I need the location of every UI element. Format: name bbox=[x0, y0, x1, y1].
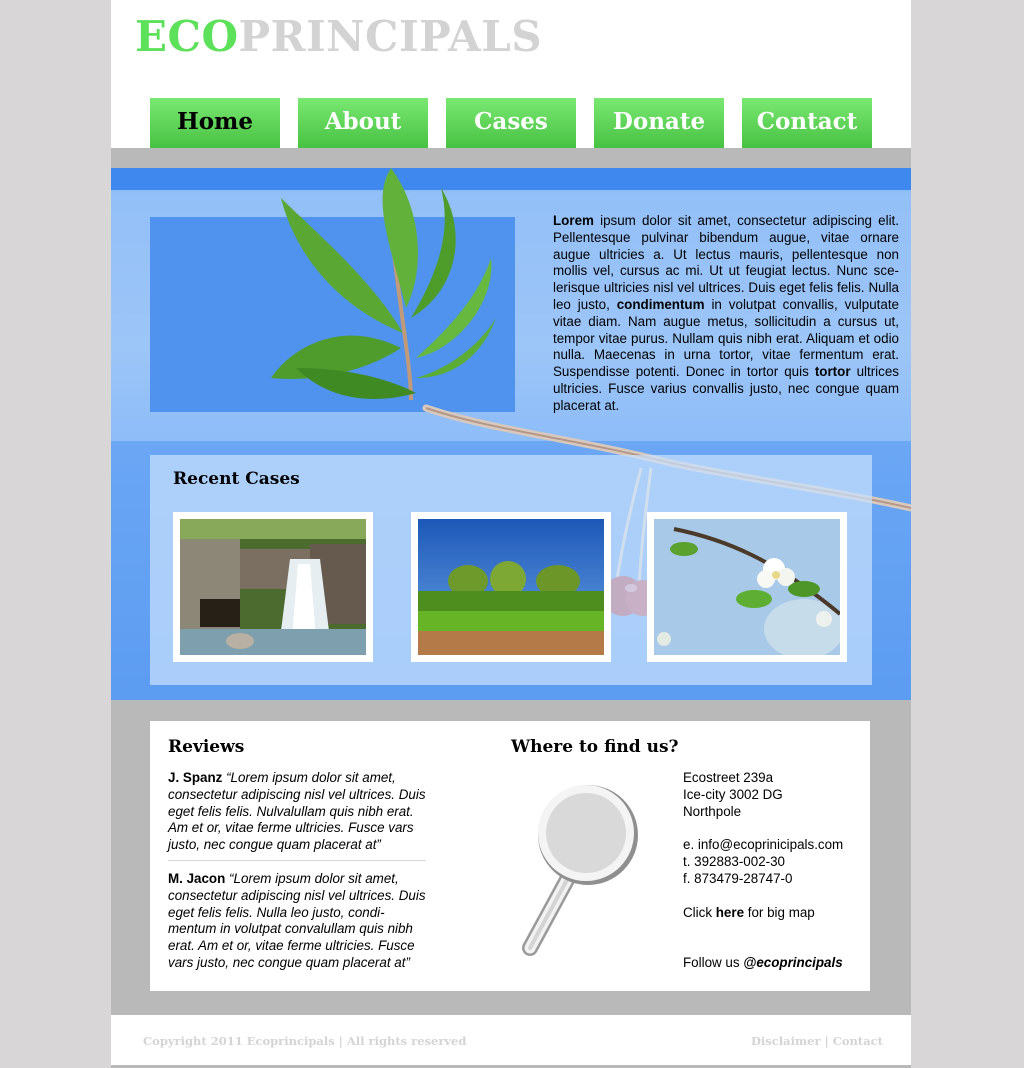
big-map-line bbox=[683, 905, 815, 922]
logo-eco: ECO bbox=[135, 12, 239, 61]
field-image bbox=[418, 519, 604, 655]
hero-text-3: ultrices ultricies. Fusce varius convallis justo, nec congue quam placerat at. bbox=[553, 364, 899, 413]
map-prefix: Click bbox=[683, 905, 716, 920]
twitter-handle-link[interactable]: @ecoprincipals bbox=[743, 955, 843, 970]
magnifier-icon bbox=[518, 783, 648, 958]
nav-cases[interactable]: Cases bbox=[446, 98, 576, 148]
hero-bold-2: condimentum bbox=[616, 296, 705, 312]
review-quote: “Lorem ipsum dolor sit amet, consectetur adipiscing nisl vel ultrices. Duis eget felis felis. Nulla leo justo, condimentum in volutpat convalullam quis nibh erat. Am et or, vitae ferme ultricies. Fusce vars justo, nec congue quam placerat at” bbox=[168, 871, 426, 970]
hero-text-1: ipsum dolor sit amet, consectetur adipiscing elit. Pellentesque pulvinar bibendum augue, vitae ornare augue ultricies a. Ut lectus mauris, pellentesque non mollis vel, cursus ac mi. Ut ut feugiat lectus. Nunc scelerisque ultricies nisl vel ultrices. Duis eget felis felis. Nulla leo justo, bbox=[553, 213, 899, 312]
hero-section bbox=[111, 168, 911, 700]
hero-lead-bold: Lorem bbox=[553, 213, 594, 228]
lower-section bbox=[111, 700, 911, 1015]
review-item-1 bbox=[168, 770, 428, 854]
nav-about[interactable]: About bbox=[298, 98, 428, 148]
case-thumbnail-waterfall[interactable] bbox=[173, 512, 373, 662]
address-line-2: Ice-city 3002 DG bbox=[683, 786, 783, 802]
case-thumbnail-field[interactable] bbox=[411, 512, 611, 662]
reviews-title: Reviews bbox=[168, 737, 245, 757]
find-us-title: Where to find us? bbox=[511, 737, 679, 757]
logo-principals: PRINCIPALS bbox=[238, 12, 543, 61]
nav-home[interactable]: Home bbox=[150, 98, 280, 148]
contact-fax: f. 873479-28747-0 bbox=[683, 870, 793, 886]
address-block bbox=[683, 770, 783, 820]
contact-details bbox=[683, 837, 843, 887]
map-suffix: for big map bbox=[744, 905, 815, 920]
recent-cases-title: Recent Cases bbox=[173, 469, 300, 489]
info-box bbox=[150, 721, 870, 991]
contact-email[interactable]: e. info@ecoprinicipals.com bbox=[683, 837, 844, 852]
case-thumbnail-blossom[interactable] bbox=[647, 512, 847, 662]
footer-separator: | bbox=[824, 1034, 829, 1048]
hero-text-2: in volutpat convallis, vulputate vitae diam. Nam augue metus, sollicitudin a cursus ut, tempor vitae purus. Nullam quis nibh erat. Aliquam et odio nulla. Maecenas in urna tortor, vitae fermentum erat. Suspendisse potenti. Donec in tortor quis bbox=[553, 296, 899, 380]
footer-links bbox=[751, 1034, 883, 1048]
hero-intro-text bbox=[553, 213, 899, 415]
nav-contact[interactable]: Contact bbox=[742, 98, 872, 148]
page bbox=[111, 0, 911, 1068]
follow-us-line bbox=[683, 955, 843, 972]
footer-copyright: Copyright 2011 Ecoprincipals | All rights reserved bbox=[143, 1034, 467, 1048]
nav-donate[interactable]: Donate bbox=[594, 98, 724, 148]
nav-divider-band bbox=[111, 148, 911, 168]
site-logo[interactable] bbox=[135, 14, 542, 60]
footer-disclaimer-link[interactable]: Disclaimer bbox=[750, 1034, 821, 1048]
review-author: J. Spanz bbox=[168, 770, 223, 785]
address-line-1: Ecostreet 239a bbox=[683, 770, 774, 785]
hero-bold-3: tortor bbox=[814, 364, 851, 380]
blossom-image bbox=[654, 519, 840, 655]
recent-cases-panel bbox=[150, 455, 872, 685]
review-item-2 bbox=[168, 871, 428, 972]
big-map-link[interactable]: here bbox=[715, 905, 745, 920]
review-divider bbox=[168, 860, 426, 861]
address-line-3: Northpole bbox=[683, 803, 742, 819]
review-quote: “Lorem ipsum dolor sit amet, consectetur adipiscing nisl vel ultrices. Duis eget felis felis. Nulvalullam quis nibh erat. Am et or, vitae ferme ultricies. Fusce vars justo, nec congue quam placerat at” bbox=[168, 770, 426, 853]
waterfall-image bbox=[180, 519, 366, 655]
footer-contact-link[interactable]: Contact bbox=[832, 1034, 883, 1048]
follow-prefix: Follow us bbox=[683, 955, 744, 970]
review-author: M. Jacon bbox=[168, 871, 226, 886]
footer bbox=[111, 1015, 911, 1068]
contact-phone: t. 392883-002-30 bbox=[683, 853, 785, 869]
